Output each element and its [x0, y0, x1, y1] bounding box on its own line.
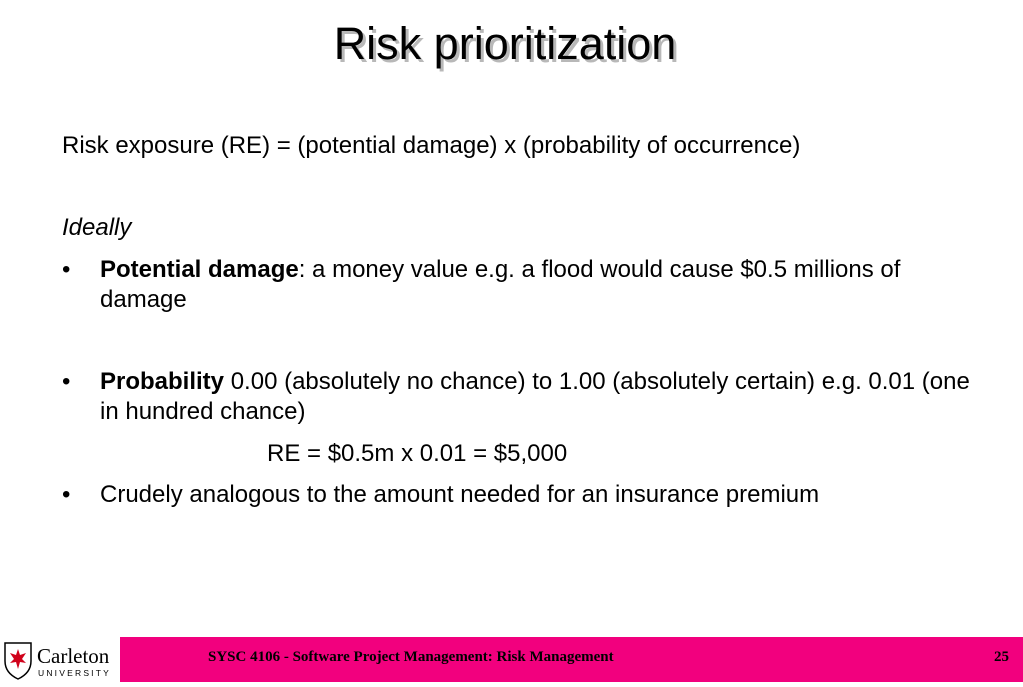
footer-bar — [120, 637, 1023, 682]
logo-subtext: UNIVERSITY — [38, 668, 112, 678]
slide-title: Risk prioritization — [333, 18, 677, 69]
bullet-text — [100, 255, 980, 315]
logo-wordmark: Carleton — [37, 644, 110, 668]
formula-line: Risk exposure (RE) = (potential damage) x (probability of occurrence) — [62, 132, 801, 159]
carleton-crest-icon — [0, 637, 120, 682]
page-number: 25 — [994, 649, 1009, 665]
bullet-description: 0.00 (absolutely no chance) to 1.00 (absolutely certain) e.g. 0.01 (one in hundred chance) — [100, 368, 970, 425]
bullet-marker: • — [62, 481, 71, 508]
bullet-bold-term: Probability — [100, 368, 225, 395]
bullet-text — [100, 367, 980, 427]
subheading: Ideally — [62, 214, 132, 241]
footer-course-text: SYSC 4106 - Software Project Management: Risk Management — [208, 649, 614, 665]
bullet-description: Crudely analogous to the amount needed for an insurance premium — [100, 481, 820, 508]
bullet-description: : a money value e.g. a flood would cause $0.5 millions of damage — [100, 256, 901, 313]
bullet-text — [100, 480, 980, 510]
carleton-logo — [0, 637, 120, 682]
bullet-marker: • — [62, 256, 71, 283]
example-calculation: RE = $0.5m x 0.01 = $5,000 — [267, 440, 568, 467]
bullet-bold-term: Potential damage — [100, 256, 299, 283]
bullet-marker: • — [62, 368, 71, 395]
